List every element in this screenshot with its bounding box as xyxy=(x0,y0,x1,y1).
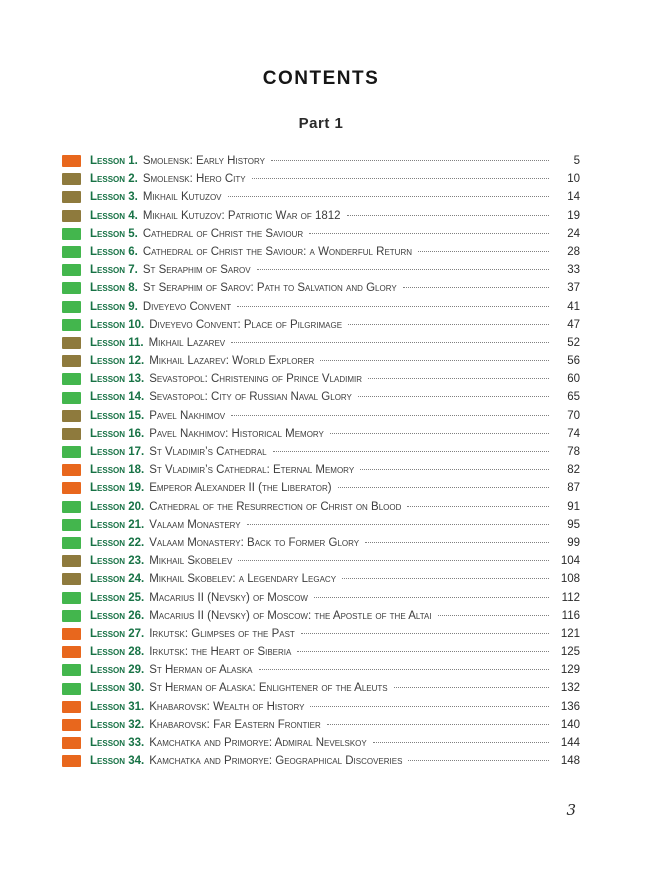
dot-leader xyxy=(259,669,550,670)
lesson-color-marker xyxy=(62,592,81,604)
toc-row xyxy=(62,316,580,334)
toc-row xyxy=(62,498,580,516)
lesson-color-marker xyxy=(62,155,81,167)
lesson-color-marker xyxy=(62,228,81,240)
lesson-page-number: 74 xyxy=(567,427,580,440)
lesson-page-number: 65 xyxy=(567,391,580,404)
lesson-color-marker xyxy=(62,464,81,476)
lesson-color-marker xyxy=(62,173,81,185)
toc-row xyxy=(62,461,580,479)
lesson-label: Lesson 23. xyxy=(90,555,145,568)
toc-row xyxy=(62,225,580,243)
lesson-title: Irkutsk: the Heart of Siberia xyxy=(149,646,292,659)
lesson-label: Lesson 27. xyxy=(90,627,145,640)
toc-row xyxy=(62,698,580,716)
dot-leader xyxy=(301,633,549,634)
lesson-label: Lesson 32. xyxy=(90,718,145,731)
lesson-page-number: 33 xyxy=(567,264,580,277)
lesson-label: Lesson 15. xyxy=(90,409,145,422)
dot-leader xyxy=(309,233,549,234)
lesson-title: St Seraphim of Sarov xyxy=(142,264,251,277)
lesson-color-marker xyxy=(62,373,81,385)
lesson-page-number: 112 xyxy=(561,591,580,604)
dot-leader xyxy=(358,396,549,397)
lesson-title: Macarius II (Nevsky) of Moscow: the Apostle of the Altai xyxy=(149,609,432,622)
lesson-color-marker xyxy=(62,392,81,404)
dot-leader xyxy=(271,160,549,161)
lesson-color-marker xyxy=(62,683,81,695)
lesson-label: Lesson 4. xyxy=(90,209,138,222)
toc-row xyxy=(62,734,580,752)
lesson-page-number: 125 xyxy=(560,646,580,659)
lesson-page-number: 140 xyxy=(560,718,580,731)
lesson-title: Emperor Alexander II (the Liberator) xyxy=(149,482,332,495)
lesson-color-marker xyxy=(62,646,81,658)
lesson-color-marker xyxy=(62,410,81,422)
toc-row xyxy=(62,207,580,225)
lesson-page-number: 56 xyxy=(567,355,580,368)
dot-leader xyxy=(394,687,549,688)
lesson-color-marker xyxy=(62,264,81,276)
part-heading: Part 1 xyxy=(298,115,344,132)
lesson-page-number: 129 xyxy=(560,664,580,677)
lesson-label: Lesson 8. xyxy=(90,282,138,295)
dot-leader xyxy=(238,560,549,561)
lesson-page-number: 24 xyxy=(567,227,580,240)
lesson-color-marker xyxy=(62,610,81,622)
lesson-title: Mikhail Kutuzov: Patriotic War of 1812 xyxy=(142,209,341,222)
dot-leader xyxy=(273,451,549,452)
dot-leader xyxy=(408,760,549,761)
dot-leader xyxy=(310,706,549,707)
lesson-color-marker xyxy=(62,755,81,767)
toc-row xyxy=(62,279,580,297)
lesson-label: Lesson 2. xyxy=(90,173,138,186)
contents-heading: CONTENTS xyxy=(262,68,380,89)
lesson-label: Lesson 24. xyxy=(90,573,145,586)
toc-row xyxy=(62,716,580,734)
lesson-title: St Seraphim of Sarov: Path to Salvation and Glory xyxy=(142,282,397,295)
dot-leader xyxy=(338,487,549,488)
lesson-page-number: 37 xyxy=(567,282,580,295)
dot-leader xyxy=(360,469,549,470)
dot-leader xyxy=(368,378,549,379)
lesson-title: Valaam Monastery: Back to Former Glory xyxy=(149,536,360,549)
dot-leader xyxy=(231,415,549,416)
toc-row xyxy=(62,334,580,352)
lesson-label: Lesson 1. xyxy=(90,155,138,167)
lesson-label: Lesson 22. xyxy=(90,536,145,549)
dot-leader xyxy=(373,742,549,743)
lesson-page-number: 144 xyxy=(560,737,580,749)
lesson-color-marker xyxy=(62,355,81,367)
lesson-color-marker xyxy=(62,628,81,640)
lesson-title: Smolensk: Hero City xyxy=(142,173,246,186)
lesson-title: Mikhail Skobelev xyxy=(149,555,233,568)
lesson-label: Lesson 11. xyxy=(90,336,144,349)
lesson-label: Lesson 10. xyxy=(90,318,145,331)
lesson-page-number: 148 xyxy=(560,755,580,768)
toc-row xyxy=(62,552,580,570)
lesson-label: Lesson 12. xyxy=(90,355,145,368)
lesson-label: Lesson 17. xyxy=(90,446,145,458)
toc-row xyxy=(62,243,580,261)
toc-row xyxy=(62,298,580,316)
dot-leader xyxy=(407,506,549,507)
lesson-title: Mikhail Skobelev: a Legendary Legacy xyxy=(149,573,337,586)
lesson-page-number: 99 xyxy=(567,536,580,549)
lesson-title: Macarius II (Nevsky) of Moscow xyxy=(149,591,308,604)
dot-leader xyxy=(252,178,549,179)
lesson-label: Lesson 33. xyxy=(90,737,145,749)
dot-leader xyxy=(247,524,549,525)
dot-leader xyxy=(314,597,549,598)
lesson-label: Lesson 18. xyxy=(90,464,145,477)
lesson-label: Lesson 5. xyxy=(90,227,138,240)
lesson-color-marker xyxy=(62,446,81,458)
toc-row xyxy=(62,607,580,625)
lesson-title: Mikhail Kutuzov xyxy=(142,191,222,204)
lesson-color-marker xyxy=(62,337,81,349)
lesson-color-marker xyxy=(62,537,81,549)
lesson-color-marker xyxy=(62,246,81,258)
lesson-color-marker xyxy=(62,701,81,713)
lesson-color-marker xyxy=(62,719,81,731)
toc-row xyxy=(62,516,580,534)
toc-row xyxy=(62,443,580,461)
dot-leader xyxy=(228,196,549,197)
lesson-page-number: 78 xyxy=(567,446,580,458)
lesson-page-number: 60 xyxy=(567,373,580,386)
lesson-label: Lesson 26. xyxy=(90,609,145,622)
lesson-title: Khabarovsk: Far Eastern Frontier xyxy=(149,718,321,731)
lesson-title: Diveyevo Convent xyxy=(142,300,232,313)
lesson-title: Smolensk: Early History xyxy=(142,155,265,167)
lesson-page-number: 91 xyxy=(567,500,580,513)
toc-row xyxy=(62,534,580,552)
lesson-title: St Herman of Alaska xyxy=(149,664,253,677)
lesson-page-number: 136 xyxy=(560,700,580,713)
lesson-title: Khabarovsk: Wealth of History xyxy=(149,700,305,713)
toc-row xyxy=(62,679,580,697)
lesson-label: Lesson 28. xyxy=(90,646,145,659)
lesson-label: Lesson 31. xyxy=(90,700,145,713)
lesson-title: Kamchatka and Primorye: Geographical Discoveries xyxy=(149,755,403,768)
lesson-color-marker xyxy=(62,737,81,749)
lesson-page-number: 47 xyxy=(567,318,580,331)
lesson-color-marker xyxy=(62,501,81,513)
lesson-page-number: 70 xyxy=(567,409,580,422)
lesson-label: Lesson 9. xyxy=(90,300,138,313)
lesson-label: Lesson 34. xyxy=(90,755,145,768)
lesson-title: Sevastopol: Christening of Prince Vladimir xyxy=(149,373,363,386)
dot-leader xyxy=(347,215,549,216)
lesson-label: Lesson 16. xyxy=(90,427,145,440)
lesson-color-marker xyxy=(62,573,81,585)
lesson-title: St Herman of Alaska: Enlightener of the Aleuts xyxy=(149,682,388,695)
lesson-title: St Vladimir’s Cathedral xyxy=(149,446,267,458)
lesson-page-number: 132 xyxy=(560,682,580,695)
lesson-page-number: 5 xyxy=(573,155,580,167)
lesson-title: Cathedral of Christ the Saviour: a Wonderful Return xyxy=(142,245,412,258)
lesson-page-number: 95 xyxy=(567,518,580,531)
lesson-color-marker xyxy=(62,319,81,331)
toc-row xyxy=(62,188,580,206)
toc-row xyxy=(62,625,580,643)
toc-row xyxy=(62,152,580,170)
lesson-page-number: 87 xyxy=(567,482,580,495)
lesson-color-marker xyxy=(62,664,81,676)
lesson-page-number: 104 xyxy=(560,555,580,568)
dot-leader xyxy=(418,251,549,252)
lesson-label: Lesson 6. xyxy=(90,245,138,258)
toc-row xyxy=(62,407,580,425)
lesson-page-number: 41 xyxy=(567,300,580,313)
lesson-page-number: 116 xyxy=(561,609,580,622)
dot-leader xyxy=(438,615,549,616)
lesson-title: Pavel Nakhimov xyxy=(149,409,226,422)
lesson-page-number: 10 xyxy=(567,173,580,186)
toc-row xyxy=(62,479,580,497)
toc-row xyxy=(62,589,580,607)
lesson-color-marker xyxy=(62,482,81,494)
lesson-title: Kamchatka and Primorye: Admiral Nevelskoy xyxy=(149,737,367,749)
lesson-page-number: 108 xyxy=(560,573,580,586)
dot-leader xyxy=(403,287,549,288)
lesson-label: Lesson 21. xyxy=(90,518,145,531)
lesson-label: Lesson 13. xyxy=(90,373,145,386)
lesson-title: Cathedral of Christ the Saviour xyxy=(142,227,304,240)
toc-row xyxy=(62,261,580,279)
lesson-label: Lesson 20. xyxy=(90,500,145,513)
dot-leader xyxy=(237,306,549,307)
dot-leader xyxy=(342,578,549,579)
lesson-page-number: 19 xyxy=(567,209,580,222)
lesson-color-marker xyxy=(62,210,81,222)
lesson-title: Mikhail Lazarev: World Explorer xyxy=(149,355,315,368)
lesson-color-marker xyxy=(62,191,81,203)
toc-row xyxy=(62,425,580,443)
lesson-page-number: 121 xyxy=(560,627,580,640)
dot-leader xyxy=(231,342,549,343)
lesson-title: Mikhail Lazarev xyxy=(148,336,226,349)
lesson-label: Lesson 19. xyxy=(90,482,145,495)
toc-row xyxy=(62,170,580,188)
lesson-page-number: 82 xyxy=(567,464,580,477)
lesson-label: Lesson 7. xyxy=(90,264,138,277)
lesson-color-marker xyxy=(62,428,81,440)
lesson-color-marker xyxy=(62,301,81,313)
lesson-color-marker xyxy=(62,282,81,294)
dot-leader xyxy=(330,433,549,434)
lesson-title: Cathedral of the Resurrection of Christ on Blood xyxy=(149,500,402,513)
lesson-page-number: 28 xyxy=(567,245,580,258)
lesson-title: St Vladimir’s Cathedral: Eternal Memory xyxy=(149,464,355,477)
dot-leader xyxy=(297,651,549,652)
dot-leader xyxy=(320,360,549,361)
toc-row xyxy=(62,752,580,770)
lesson-label: Lesson 30. xyxy=(90,682,145,695)
table-of-contents xyxy=(62,152,580,770)
toc-row xyxy=(62,388,580,406)
lesson-label: Lesson 3. xyxy=(90,191,138,204)
lesson-label: Lesson 25. xyxy=(90,591,145,604)
toc-row xyxy=(62,570,580,588)
toc-row xyxy=(62,370,580,388)
dot-leader xyxy=(327,724,549,725)
lesson-title: Pavel Nakhimov: Historical Memory xyxy=(149,427,324,440)
lesson-label: Lesson 29. xyxy=(90,664,145,677)
toc-row xyxy=(62,352,580,370)
dot-leader xyxy=(257,269,549,270)
lesson-title: Diveyevo Convent: Place of Pilgrimage xyxy=(149,318,343,331)
lesson-color-marker xyxy=(62,519,81,531)
toc-row xyxy=(62,661,580,679)
page-number-folio: 3 xyxy=(566,801,576,819)
lesson-label: Lesson 14. xyxy=(90,391,145,404)
toc-row xyxy=(62,643,580,661)
lesson-color-marker xyxy=(62,555,81,567)
lesson-title: Irkutsk: Glimpses of the Past xyxy=(149,627,295,640)
lesson-page-number: 52 xyxy=(567,336,580,349)
dot-leader xyxy=(348,324,549,325)
lesson-title: Valaam Monastery xyxy=(149,518,241,531)
lesson-page-number: 14 xyxy=(567,191,580,204)
dot-leader xyxy=(365,542,549,543)
lesson-title: Sevastopol: City of Russian Naval Glory xyxy=(149,391,352,404)
